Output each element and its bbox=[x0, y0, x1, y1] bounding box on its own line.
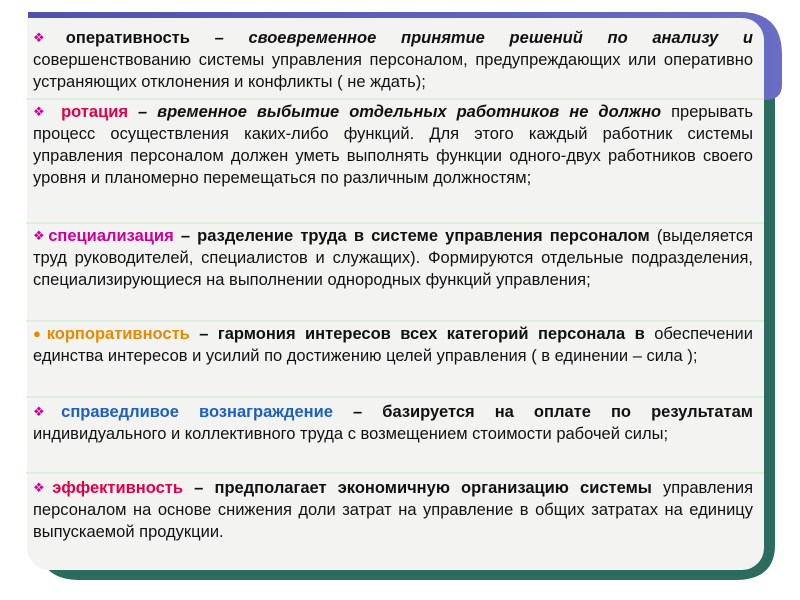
bullet-icon: ❖ bbox=[33, 228, 48, 243]
item-term: справедливое вознаграждение bbox=[61, 403, 333, 421]
item-operativnost: ❖оперативность – своевременное принятие решений по анализу и совершенствованию системы управления персоналом, предупреждающих или оперативно устраняющих отклонения и конфликты ( не ждать); bbox=[33, 29, 754, 91]
item-rotatsiya: ❖ ротация – временное выбытие отдельных работников не должно прерывать процесс осуществления каких-либо функций. Для этого каждый работник системы управления персоналом должен уметь выполнять функции одного-двух работников своего уровня и планомерно перемещаться по различным должностям; bbox=[33, 103, 753, 187]
divider bbox=[26, 472, 764, 474]
item-text: управления персоналом на основе снижения доли затрат на управление в общих затратах на единицу выпускаемой продукции. bbox=[33, 479, 754, 541]
item-term: специализация bbox=[48, 227, 174, 245]
item-text: совершенствованию системы управления персоналом, предупреждающих или оперативно устраняющих отклонения и конфликты ( bbox=[33, 51, 753, 91]
item-term: ротация bbox=[61, 103, 128, 121]
item-text: обеспечении единства интересов и усилий по достижению целей управления ( bbox=[33, 325, 753, 365]
bullet-icon: ❖ bbox=[33, 480, 52, 495]
item-text: (выделяется труд руководителей, специалистов и служащих). Формируются отдельные подразделения, специализирующиеся на выполнении однородных функций управления; bbox=[33, 227, 754, 289]
item-definition: базируется на оплате по результатам bbox=[382, 403, 753, 421]
item-spetsializatsiya: ❖специализация – разделение труда в системе управления персоналом (выделяется труд руководителей, специалистов и служащих). Формируются отдельные подразделения, специализирующиеся на выполнении однородных функций управления; bbox=[33, 227, 754, 289]
bullet-icon: ❖ bbox=[33, 104, 51, 119]
item-definition: предполагает экономичную организацию системы bbox=[214, 479, 652, 497]
bullet-icon: ❖ bbox=[33, 30, 65, 45]
item-definition: разделение труда в системе управления персоналом bbox=[197, 227, 650, 245]
item-text: индивидуального и коллективного труда с возмещением стоимости рабочей силы; bbox=[33, 425, 669, 443]
item-definition: временное выбытие отдельных работников не должно bbox=[157, 103, 662, 121]
divider bbox=[26, 98, 764, 100]
divider bbox=[26, 396, 764, 398]
divider bbox=[26, 320, 764, 322]
bullet-icon: ❖ bbox=[33, 404, 61, 419]
item-definition: гармония интересов всех категорий персонала в bbox=[217, 325, 645, 343]
divider bbox=[26, 222, 764, 224]
bullet-icon: ● bbox=[33, 326, 46, 341]
item-text: прерывать процесс осуществления каких-либо функций. Для этого каждый работник системы управления персоналом должен уметь выполнять функции одного-двух работников своего уровня и планомерно перемещаться по различным должностям; bbox=[33, 103, 753, 187]
item-definition: своевременное принятие решений по анализу и bbox=[248, 29, 754, 47]
item-korporativnost: ●корпоративность – гармония интересов всех категорий персонала в обеспечении единства интересов и усилий по достижению целей управления ( в единении – сила ); bbox=[33, 325, 753, 365]
item-term: корпоративность bbox=[46, 325, 190, 343]
item-spravedlivoe-voznagrazhdenie: ❖справедливое вознаграждение – базируется на оплате по результатам индивидуального и коллективного труда с возмещением стоимости рабочей силы; bbox=[33, 403, 753, 443]
item-term: эффективность bbox=[52, 479, 184, 497]
item-term: оперативность bbox=[65, 29, 190, 47]
item-effektivnost: ❖эффективность – предполагает экономичную организацию системы управления персоналом на основе снижения доли затрат на управление в общих затратах на единицу выпускаемой продукции. bbox=[33, 479, 754, 541]
